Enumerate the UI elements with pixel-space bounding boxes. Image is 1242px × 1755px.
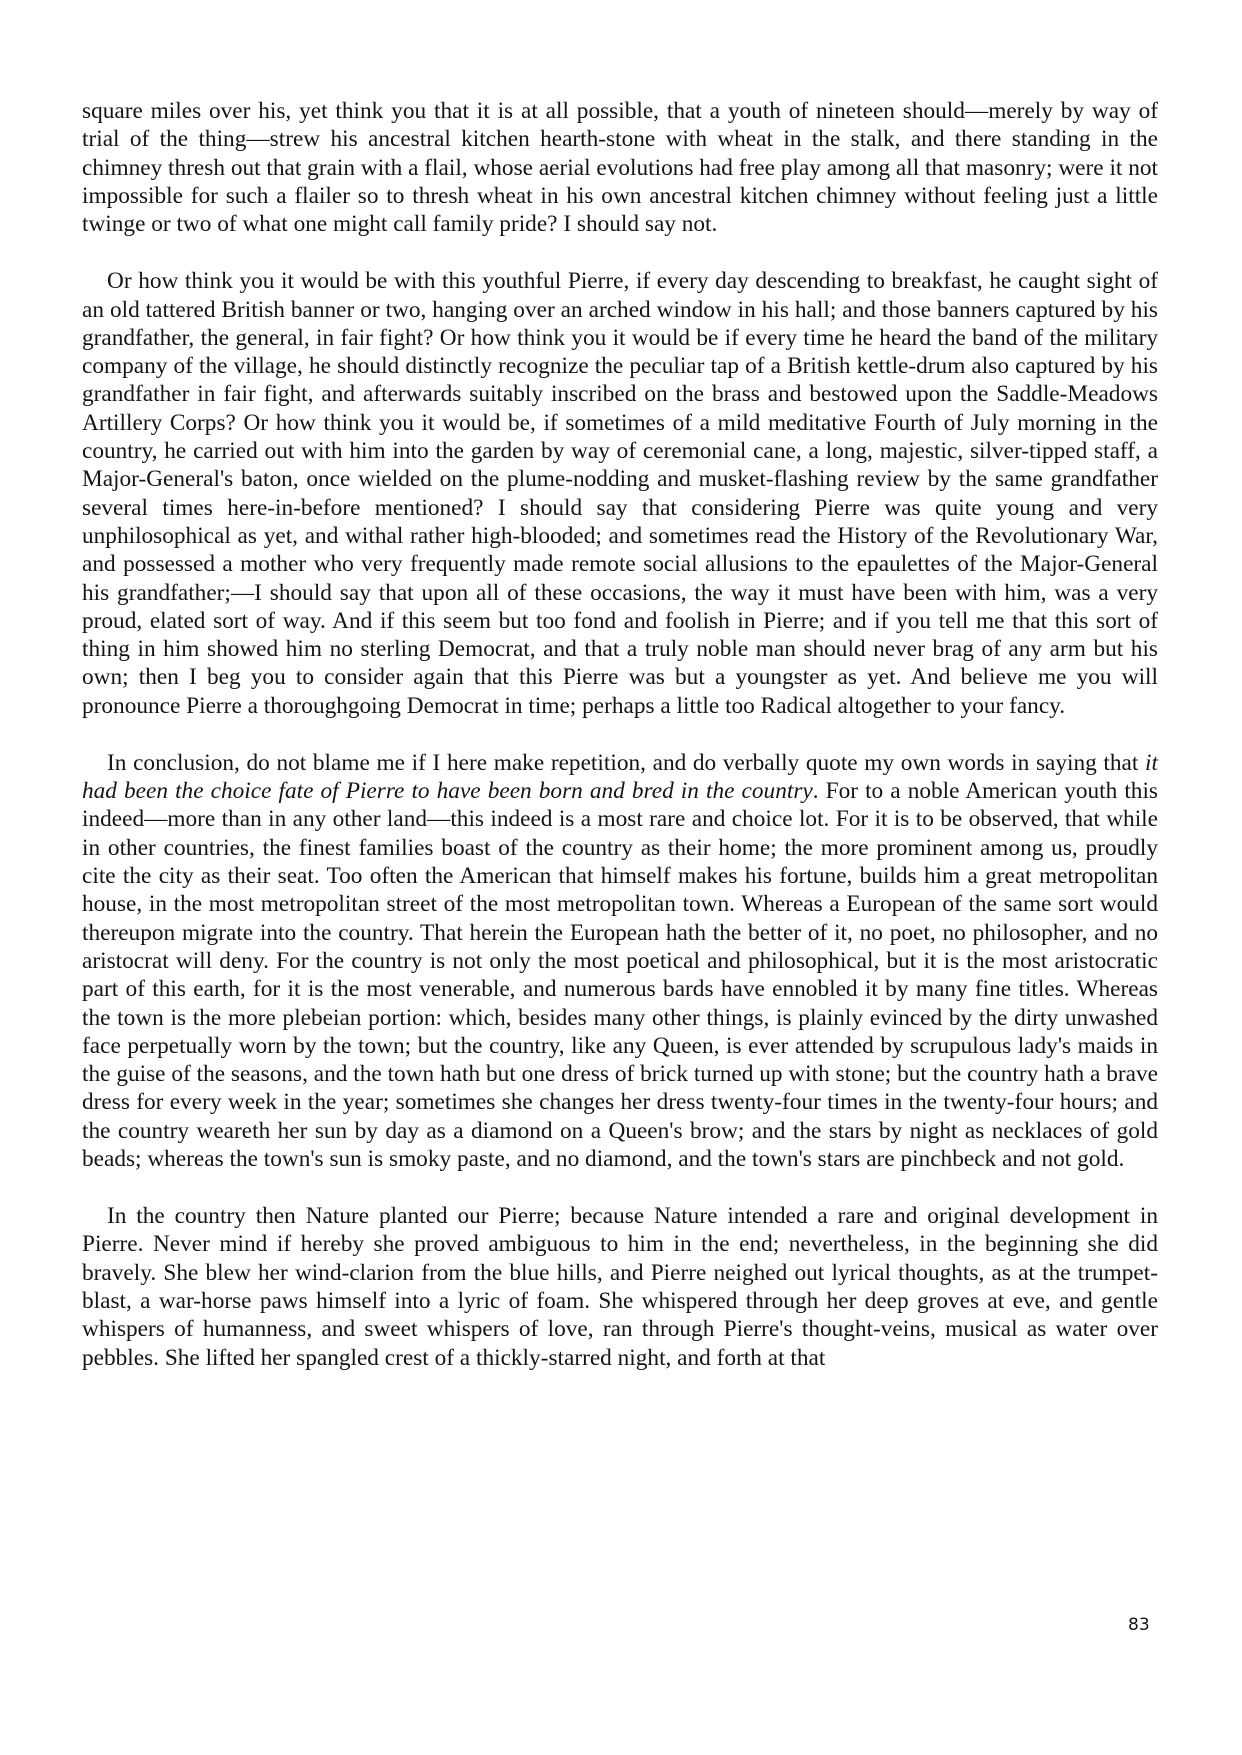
paragraph-3-text-before: In conclusion, do not blame me if I here make repetition, and do verbally quote my own words in saying that [107, 749, 1146, 776]
paragraph-3 [82, 749, 1158, 1173]
document-page [82, 97, 1158, 1401]
page-number: 83 [1128, 1615, 1150, 1635]
paragraph-3-italic-quote: it had been the choice fate of Pierre to have been born and bred in the country [82, 749, 1158, 805]
paragraph-1: square miles over his, yet think you that it is at all possible, that a youth of nineteen should—merely by way of trial of the thing—strew his ancestral kitchen hearth-stone with wheat in the stalk, and there standing in the chimney thresh out that grain with a flail, whose aerial evolutions had free play among all that masonry; were it not impossible for such a flailer so to thresh wheat in his own ancestral kitchen chimney without feeling just a little twinge or two of what one might call family pride? I should say not. [82, 98, 1158, 238]
paragraph-4: In the country then Nature planted our Pierre; because Nature intended a rare and original development in Pierre. Never mind if hereby she proved ambiguous to him in the end; nevertheless, in the beginning she did bravely. She blew her wind-clarion from the blue hills, and Pierre neighed out lyrical thoughts, as at the trumpet-blast, a war-horse paws himself into a lyric of foam. She whispered through her deep groves at eve, and gentle whispers of humanness, and sweet whispers of love, ran through Pierre's thought-veins, musical as water over pebbles. She lifted her spangled crest of a thickly-starred night, and forth at that [82, 1203, 1158, 1371]
paragraph-2: Or how think you it would be with this youthful Pierre, if every day descending to breakfast, he caught sight of an old tattered British banner or two, hanging over an arched window in his hall; and those banners captured by his grandfather, the general, in fair fight? Or how think you it would be if every time he heard the band of the military company of the village, he should distinctly recognize the peculiar tap of a British kettle-drum also captured by his grandfather in fair fight, and afterwards suitably inscribed on the brass and bestowed upon the Saddle-Meadows Artillery Corps? Or how think you it would be, if sometimes of a mild meditative Fourth of July morning in the country, he carried out with him into the garden by way of ceremonial cane, a long, majestic, silver-tipped staff, a Major-General's baton, once wielded on the plume-nodding and musket-flashing review by the same grandfather several times here-in-before mentioned? I should say that considering Pierre was quite young and very unphilosophical as yet, and withal rather high-blooded; and sometimes read the History of the Revolutionary War, and possessed a mother who very frequently made remote social allusions to the epaulettes of the Major-General his grandfather;—I should say that upon all of these occasions, the way it must have been with him, was a very proud, elated sort of way. And if this seem but too fond and foolish in Pierre; and if you tell me that this sort of thing in him showed him no sterling Democrat, and that a truly noble man should never brag of any arm but his own; then I beg you to consider again that this Pierre was but a youngster as yet. And believe me you will pronounce Pierre a thoroughgoing Democrat in time; perhaps a little too Radical altogether to your fancy. [82, 268, 1158, 719]
paragraph-3-text-after: . For to a noble American youth this indeed—more than in any other land—this indeed is a most rare and choice lot. For it is to be observed, that while in other countries, the finest families boast of the country as their home; the more prominent among us, proudly cite the city as their seat. Too often the American that himself makes his fortune, builds him a great metropolitan house, in the most metropolitan street of the most metropolitan town. Whereas a European of the same sort would thereupon migrate into the country. That herein the European hath the better of it, no poet, no philosopher, and no aristocrat will deny. For the country is not only the most poetical and philosophical, but it is the most aristocratic part of this earth, for it is the most venerable, and numerous bards have ennobled it by many fine titles. Whereas the town is the more plebeian portion: which, besides many other things, is plainly evinced by the dirty unwashed face perpetually worn by the town; but the country, like any Queen, is ever attended by scrupulous lady's maids in the guise of the seasons, and the town hath but one dress of brick turned up with stone; but the country hath a brave dress for every week in the year; sometimes she changes her dress twenty-four times in the twenty-four hours; and the country weareth her sun by day as a diamond on a Queen's brow; and the stars by night as necklaces of gold beads; whereas the town's sun is smoky paste, and no diamond, and the town's stars are pinchbeck and not gold. [82, 778, 1158, 1172]
